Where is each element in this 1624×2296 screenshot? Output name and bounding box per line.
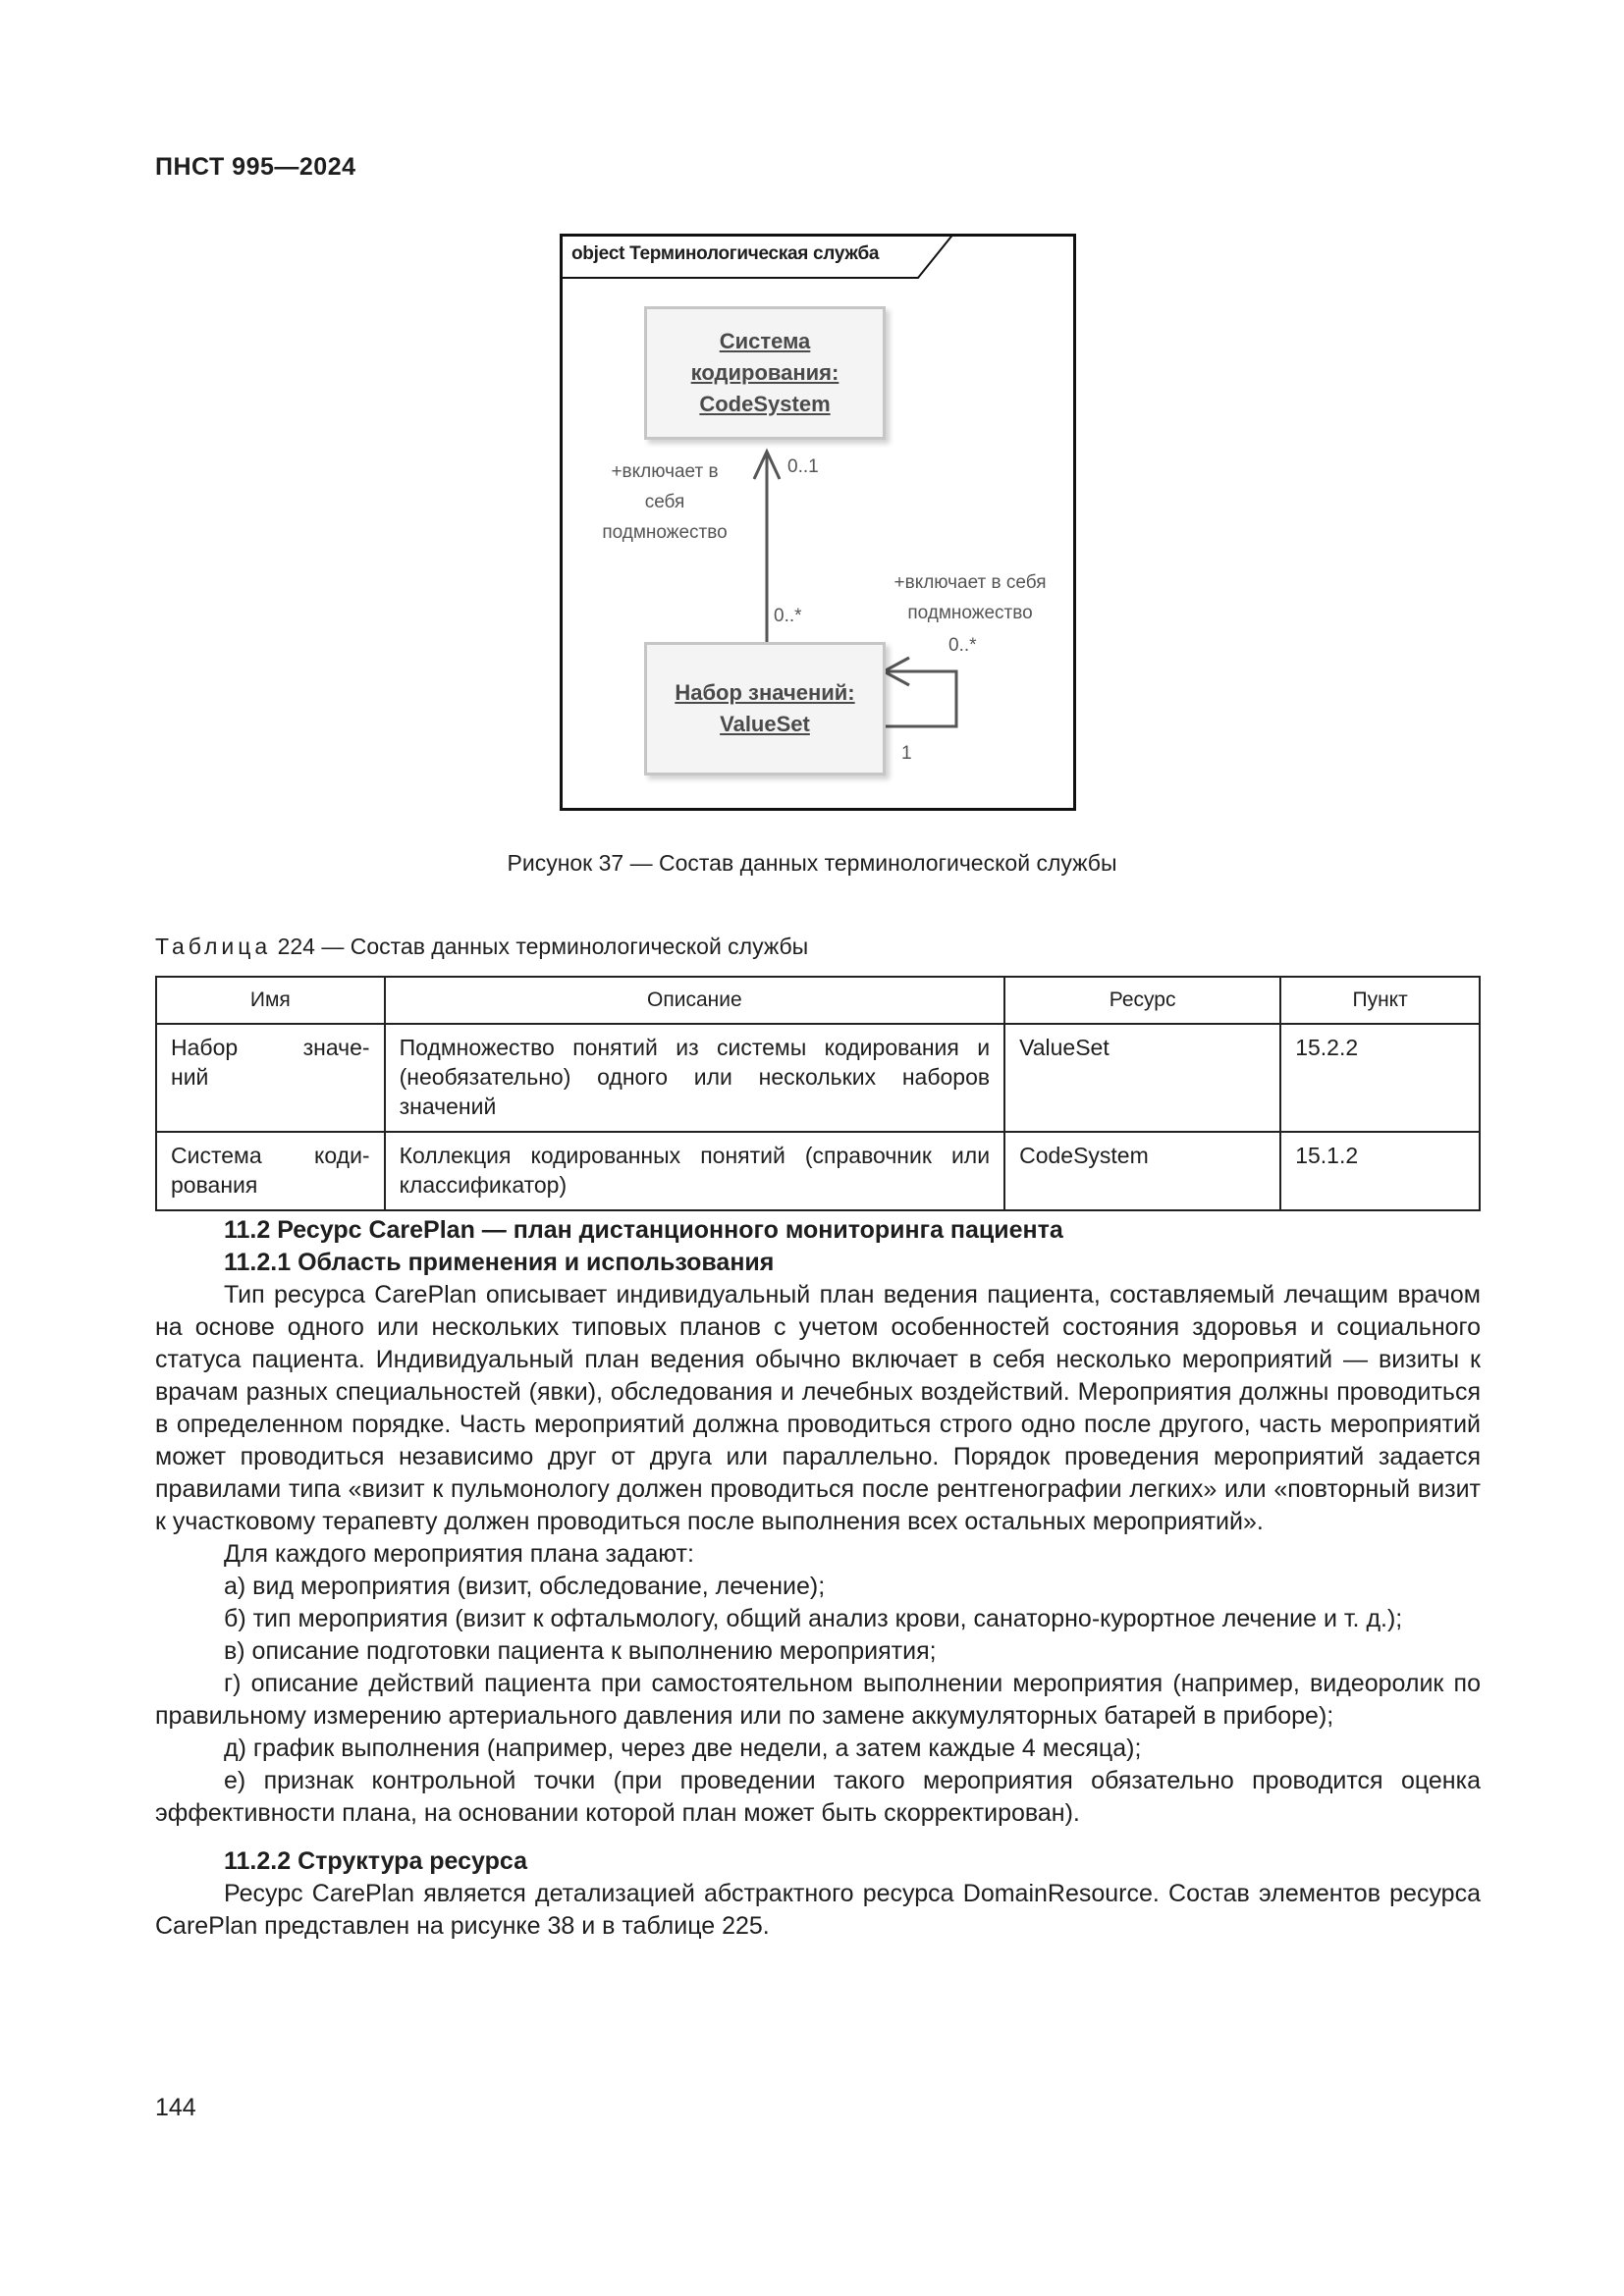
section-text [155, 1214, 1481, 1943]
table-caption-text: 224 — Состав данных терминологической службы [277, 934, 809, 959]
list-item: б) тип мероприятия (визит к офтальмологу, общий анализ крови, санаторно-курортное лечение и т. д.); [224, 1605, 1403, 1632]
list-item: д) график выполнения (например, через две недели, а затем каждые 4 месяца); [224, 1735, 1142, 1762]
left-association-role-label: +включает в себя подмножество [602, 461, 728, 543]
column-header-name: Имя [156, 977, 385, 1024]
table-caption-label: Таблица [155, 934, 272, 959]
list-intro: Для каждого мероприятия плана задают: [224, 1540, 694, 1568]
cell-clause: 15.2.2 [1280, 1024, 1480, 1132]
cell-description: Подмножество понятий из системы кодирования и (необязательно) одного или нескольких наборов значений [385, 1024, 1005, 1132]
structure-paragraph: Ресурс CarePlan является детализацией абстрактного ресурса DomainResource. Состав элементов ресурса CarePlan представлен на рисунке 38 и в таблице 225. [155, 1880, 1481, 1940]
self-association-line [884, 671, 956, 726]
diagram-frame-title: object Терминологическая служба [571, 243, 880, 264]
document-code: ПНСТ 995—2024 [155, 153, 356, 181]
column-header-description: Описание [385, 977, 1005, 1024]
list-item: г) описание действий пациента при самостоятельном выполнении мероприятия (например, видеоролик по правильному измерению артериального давления или по замене аккумуляторных батарей в приборе); [155, 1670, 1481, 1730]
column-header-resource: Ресурс [1004, 977, 1280, 1024]
table-caption [155, 934, 808, 960]
column-header-clause: Пункт [1280, 977, 1480, 1024]
cell-name-line1: Набор значе- [171, 1035, 370, 1060]
list-item: в) описание подготовки пациента к выполнению мероприятия; [224, 1637, 937, 1665]
multiplicity-bottom-label: 0..* [774, 606, 802, 626]
valueset-object-label: Набор значений: ValueSet [675, 680, 855, 736]
codesystem-object-label: Система кодирования: CodeSystem [690, 329, 839, 416]
cell-name-line1: Система коди- [171, 1143, 370, 1168]
cell-clause: 15.1.2 [1280, 1132, 1480, 1210]
page-number: 144 [155, 2094, 196, 2121]
cell-name [156, 1132, 385, 1210]
self-multiplicity-bottom-label: 1 [901, 743, 912, 764]
cell-name [156, 1024, 385, 1132]
valueset-object-box [644, 642, 886, 775]
uml-diagram [560, 234, 1076, 811]
table-header-row [156, 977, 1480, 1024]
table-row [156, 1132, 1480, 1210]
cell-resource: CodeSystem [1004, 1132, 1280, 1210]
cell-name-line2: рования [171, 1172, 258, 1198]
cell-description: Коллекция кодированных понятий (справочник или классификатор) [385, 1132, 1005, 1210]
cell-resource: ValueSet [1004, 1024, 1280, 1132]
list-item: е) признак контрольной точки (при проведении такого мероприятия обязательно проводится оценка эффективности плана, на основании которой план может быть скорректирован). [155, 1767, 1481, 1827]
intro-paragraph: Тип ресурса CarePlan описывает индивидуальный план ведения пациента, составляемый лечащим врачом на основе одного или нескольких типовых планов с учетом особенностей состояния здоровья и социального статуса пациента. Индивидуальный план ведения обычно включает в себя несколько мероприятий — визиты к врачам разных специальностей (явки), обследования и лечебных воздействий. Мероприятия должны проводиться в определенном порядке. Часть мероприятий должна проводиться строго одно после другого, часть мероприятий может проводиться независимо друг от друга или параллельно. Порядок проведения мероприятий задается правилами типа «визит к пульмонологу должен проводиться после рентгенографии легких» или «повторный визит к участковому терапевту должен проводиться после выполнения всех остальных мероприятий». [155, 1281, 1481, 1535]
multiplicity-top-label: 0..1 [787, 456, 819, 477]
heading-11-2-1: 11.2.1 Область применения и использования [224, 1249, 775, 1276]
spacer [155, 1830, 1481, 1845]
heading-11-2: 11.2 Ресурс CarePlan — план дистанционного мониторинга пациента [224, 1216, 1063, 1244]
figure-caption: Рисунок 37 — Состав данных терминологической службы [507, 850, 1117, 876]
self-association-role-label: +включает в себя подмножество [893, 572, 1047, 623]
self-multiplicity-top-label: 0..* [948, 635, 977, 656]
codesystem-object-box [644, 306, 886, 440]
heading-11-2-2: 11.2.2 Структура ресурса [224, 1847, 527, 1875]
list-item: а) вид мероприятия (визит, обследование, лечение); [224, 1573, 826, 1600]
terminology-data-table [155, 976, 1481, 1211]
cell-name-line2: ний [171, 1064, 209, 1090]
table-row [156, 1024, 1480, 1132]
